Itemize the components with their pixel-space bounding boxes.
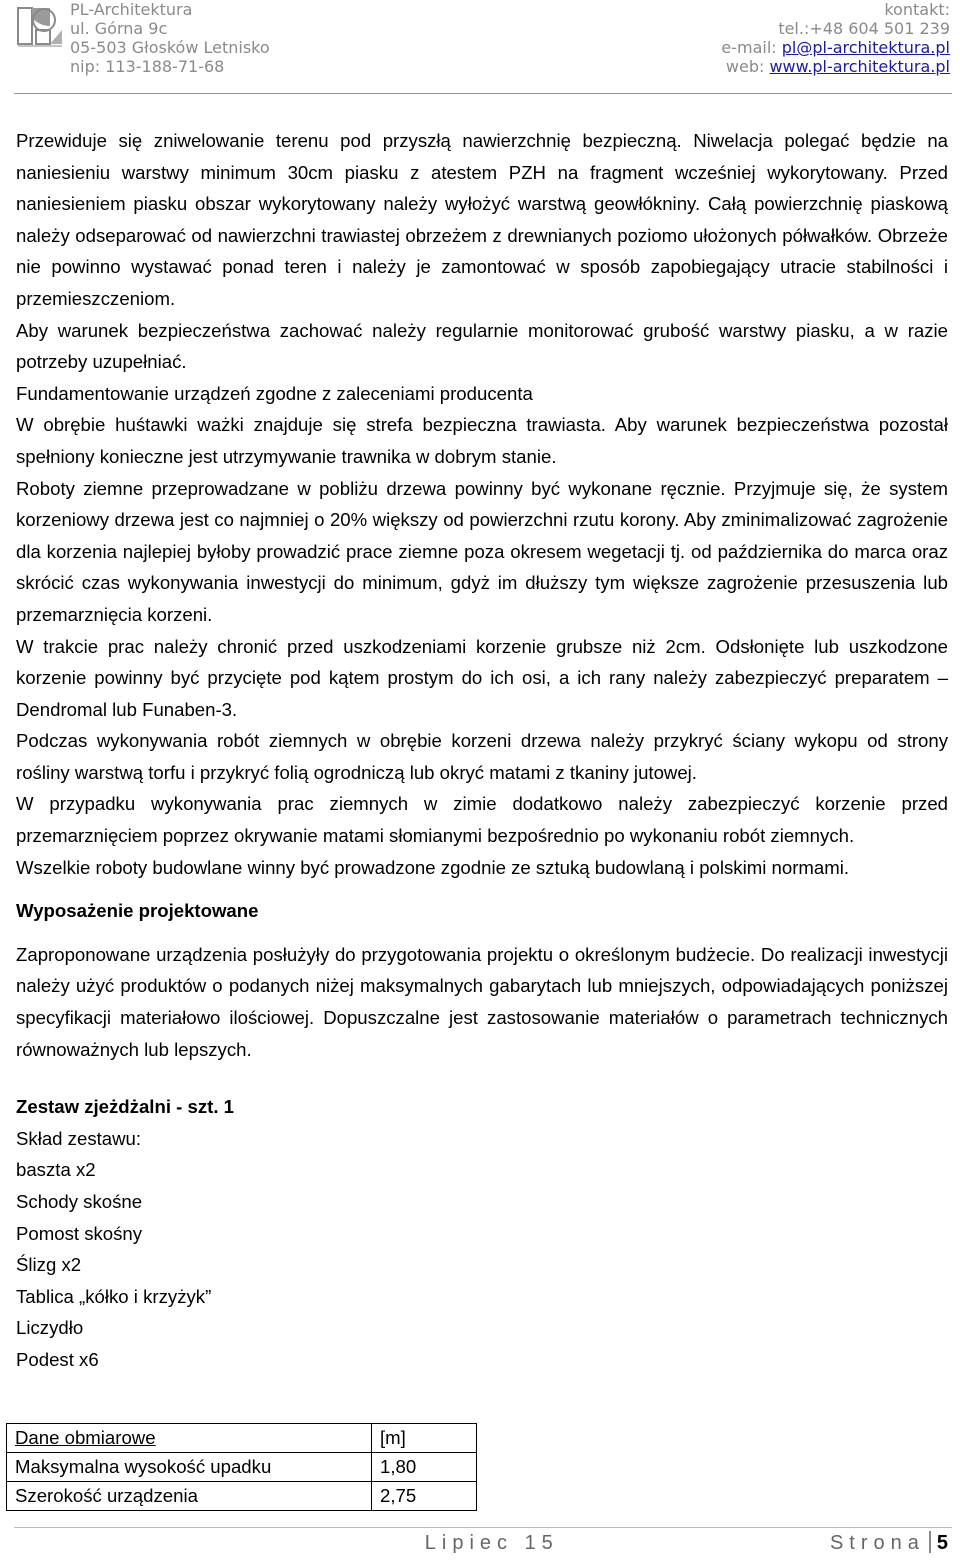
contact-phone: tel.:+48 604 501 239 bbox=[778, 19, 950, 38]
company-name: PL-Architektura bbox=[70, 0, 193, 19]
list-item: Ślizg x2 bbox=[16, 1254, 82, 1276]
list-item: Liczydło bbox=[16, 1317, 84, 1339]
list-item: baszta x2 bbox=[16, 1159, 96, 1181]
table-row bbox=[7, 1453, 477, 1482]
table-cell: 2,75 bbox=[372, 1482, 477, 1511]
table-row bbox=[7, 1482, 477, 1511]
document-body bbox=[16, 125, 948, 1376]
company-nip: nip: 113-188-71-68 bbox=[70, 57, 225, 76]
dimensions-table bbox=[6, 1423, 477, 1511]
page-footer bbox=[425, 1531, 948, 1555]
paragraph-leveling: Przewiduje się zniwelowanie terenu pod przyszłą nawierzchnię bezpieczną. Niwelacja polegać będzie na naniesieniu warstwy minimum 30cm piasku z atestem PZH na fragment wcześniej wykorytowany. Przed naniesieniem piasku obszar wykorytowany należy wyłożyć warstwą geowłókniny. Całą powierzchnię piaskową należy odseparować od nawierzchni trawiastej obrzeżem z drewnianych poziomo ułożonych półwałków. Obrzeże nie powinno wystawać ponad teren i należy je zamontować w sposób zapobiegający utracie stabilności i przemieszczeniom. bbox=[16, 130, 948, 309]
contact-email-line bbox=[721, 38, 950, 57]
footer-separator bbox=[929, 1531, 931, 1553]
web-link[interactable]: www.pl-architektura.pl bbox=[769, 57, 950, 76]
paragraph-earthworks: Roboty ziemne przeprowadzane w pobliżu drzewa powinny być wykonane ręcznie. Przyjmuje się, że system korzeniowy drzewa jest co najmniej o 20% większy od powierzchni rzutu korony. Aby zminimalizować zagrożenie dla korzenia najlepiej byłoby prowadzić prace ziemne poza okresem wegetacji tj. od października do marca oraz skrócić czas wykonywania inwestycji do minimum, gdyż im dłuższy tym większe zagrożenie przesuszenia lub przemarznięcia korzeni. bbox=[16, 477, 948, 625]
footer-page-label: Strona bbox=[829, 1532, 925, 1554]
set-title: Zestaw zjeżdżalni - szt. 1 bbox=[16, 1096, 235, 1118]
footer-date: Lipiec 15 bbox=[424, 1532, 559, 1554]
paragraph-excavation: Podczas wykonywania robót ziemnych w obrębie korzeni drzewa należy przykryć ściany wykopu od strony rośliny warstwą torfu i przykryć folią ogrodniczą lub okryć matami z tkaniny jutowej. bbox=[16, 730, 948, 783]
page-header bbox=[0, 0, 960, 96]
header-divider bbox=[14, 93, 952, 94]
table-cell: Maksymalna wysokość upadku bbox=[7, 1453, 372, 1482]
company-logo-icon bbox=[16, 2, 64, 50]
email-label: e-mail: bbox=[721, 38, 782, 57]
list-item: Skład zestawu: bbox=[16, 1127, 142, 1149]
paragraph-sand-monitoring: Aby warunek bezpieczeństwa zachować należy regularnie monitorować grubość warstwy piasku, a w razie potrzeby uzupełniać. bbox=[16, 319, 948, 373]
contact-web-line bbox=[721, 57, 950, 76]
paragraph-roots: W trakcie prac należy chronić przed uszkodzeniami korzenie grubsze niż 2cm. Odsłonięte lub uszkodzone korzenie powinny być przycięte pod kątem prostym do ich osi, a ich rany należy zabezpieczyć preparatem – Dendromal lub Funaben-3. bbox=[16, 635, 948, 720]
table-header-row bbox=[7, 1424, 477, 1453]
footer-divider bbox=[14, 1527, 952, 1528]
paragraph-winter: W przypadku wykonywania prac ziemnych w zimie dodatkowo należy zabezpieczyć korzenie przed przemarznięciem poprzez okrywanie matami słomianymi bezpośrednio po wykonaniu robót ziemnych. bbox=[16, 793, 948, 847]
paragraph-standards: Wszelkie roboty budowlane winny być prowadzone zgodnie ze sztuką budowlaną i polskimi normami. bbox=[16, 856, 850, 878]
company-city: 05-503 Głosków Letnisko bbox=[70, 38, 270, 57]
table-cell: 1,80 bbox=[372, 1453, 477, 1482]
table-header-cell: Dane obmiarowe bbox=[7, 1424, 372, 1453]
paragraph-equipment-intro: Zaproponowane urządzenia posłużyły do przygotowania projektu o określonym budżecie. Do realizacji inwestycji należy użyć produktów o podanych niżej maksymalnych gabarytach lub mniejszych, odpowiadających poniższej specyfikacji materiałowo ilościowej. Dopuszczalne jest zastosowanie materiałów o parametrach technicznych równoważnych lub lepszych. bbox=[16, 943, 948, 1060]
paragraph-foundation: Fundamentowanie urządzeń zgodne z zaleceniami producenta bbox=[16, 382, 533, 404]
table-cell: Szerokość urządzenia bbox=[7, 1482, 372, 1511]
section-heading: Wyposażenie projektowane bbox=[16, 900, 259, 922]
contact-label: kontakt: bbox=[884, 0, 950, 19]
list-item: Tablica „kółko i krzyżyk” bbox=[16, 1285, 212, 1307]
company-info bbox=[70, 0, 270, 76]
paragraph-safety-zone: W obrębie huśtawki ważki znajduje się strefa bezpieczna trawiasta. Aby warunek bezpieczeństwa pozostał spełniony konieczne jest utrzymywanie trawnika w dobrym stanie. bbox=[16, 414, 948, 467]
contact-info bbox=[721, 0, 950, 76]
table-header-cell: [m] bbox=[372, 1424, 477, 1453]
web-label: web: bbox=[725, 57, 770, 76]
company-street: ul. Górna 9c bbox=[70, 19, 168, 38]
list-item: Schody skośne bbox=[16, 1191, 143, 1212]
page-number: 5 bbox=[936, 1532, 948, 1554]
email-link[interactable]: pl@pl-architektura.pl bbox=[781, 38, 950, 57]
list-item: Podest x6 bbox=[16, 1348, 99, 1370]
list-item: Pomost skośny bbox=[16, 1222, 143, 1244]
